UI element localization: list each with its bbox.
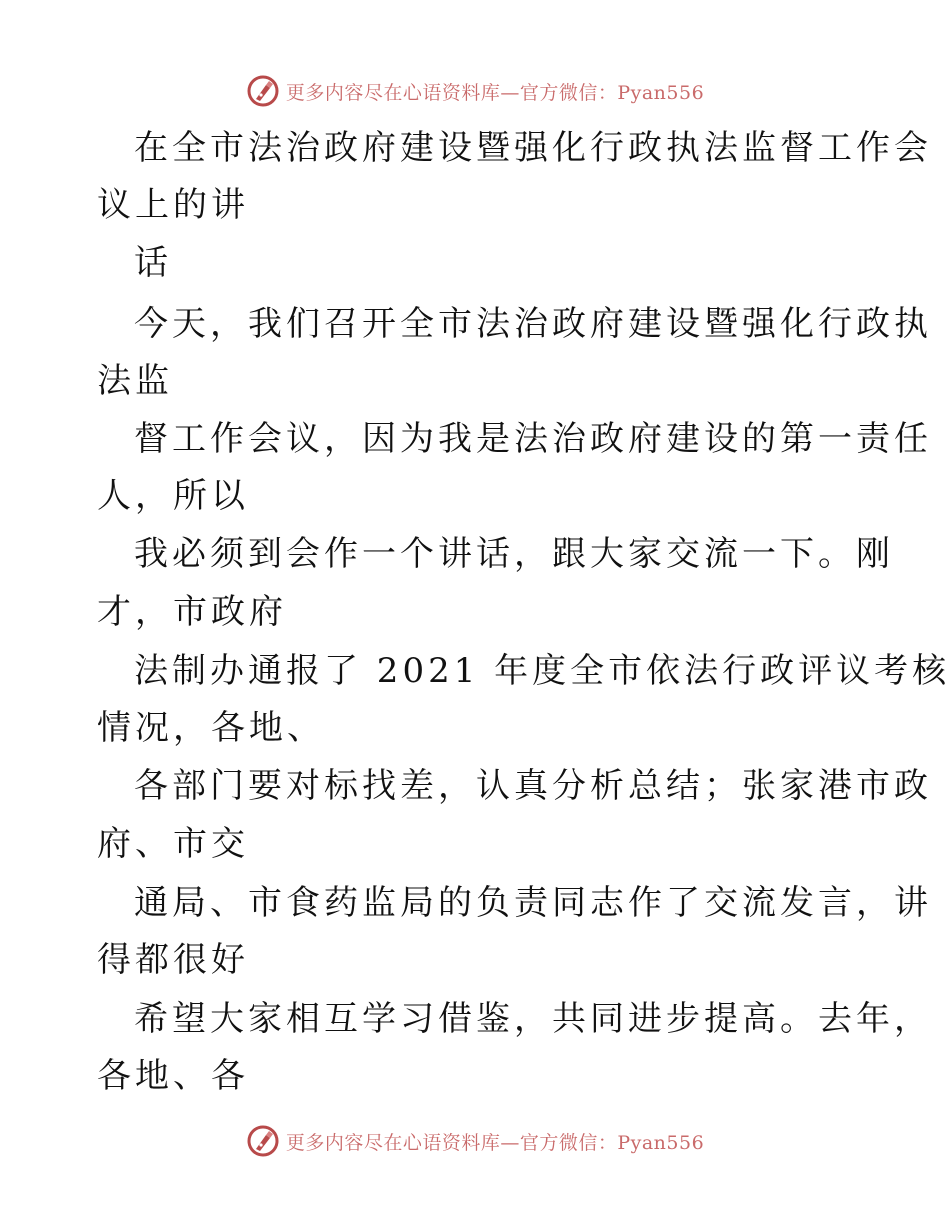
text-line: 通局、市食药监局的负责同志作了交流发言，讲 xyxy=(134,883,932,923)
text-line: 各部门要对标找差，认真分析总结；张家港市政 xyxy=(134,766,932,806)
pen-nib-circle-icon xyxy=(246,1124,280,1158)
text-line: 话 xyxy=(134,243,172,283)
header-watermark xyxy=(0,71,950,111)
text-line: 才，市政府 xyxy=(97,592,287,632)
text-line: 在全市法治政府建设暨强化行政执法监督工作会 xyxy=(134,128,932,168)
text-line: 希望大家相互学习借鉴，共同进步提高。去年， xyxy=(134,999,932,1039)
text-line: 督工作会议，因为我是法治政府建设的第一责任 xyxy=(134,419,932,459)
text-line: 府、市交 xyxy=(97,824,249,864)
text-line: 法制办通报了 2021 年度全市依法行政评议考核 xyxy=(134,651,950,691)
text-line: 得都很好 xyxy=(97,940,249,980)
text-line: 各地、各 xyxy=(97,1056,249,1096)
text-line: 法监 xyxy=(97,361,173,401)
text-line: 我必须到会作一个讲话，跟大家交流一下。刚 xyxy=(134,534,894,574)
text-line: 情况，各地、 xyxy=(97,708,325,748)
watermark-text: 更多内容尽在心语资料库—官方微信：Pyan556 xyxy=(285,1131,705,1154)
text-line: 议上的讲 xyxy=(97,185,249,225)
pen-nib-circle-icon xyxy=(246,74,280,108)
footer-watermark xyxy=(0,1121,950,1161)
text-line: 今天，我们召开全市法治政府建设暨强化行政执 xyxy=(134,304,932,344)
text-line: 人，所以 xyxy=(97,476,249,516)
watermark-text: 更多内容尽在心语资料库—官方微信：Pyan556 xyxy=(285,81,705,104)
